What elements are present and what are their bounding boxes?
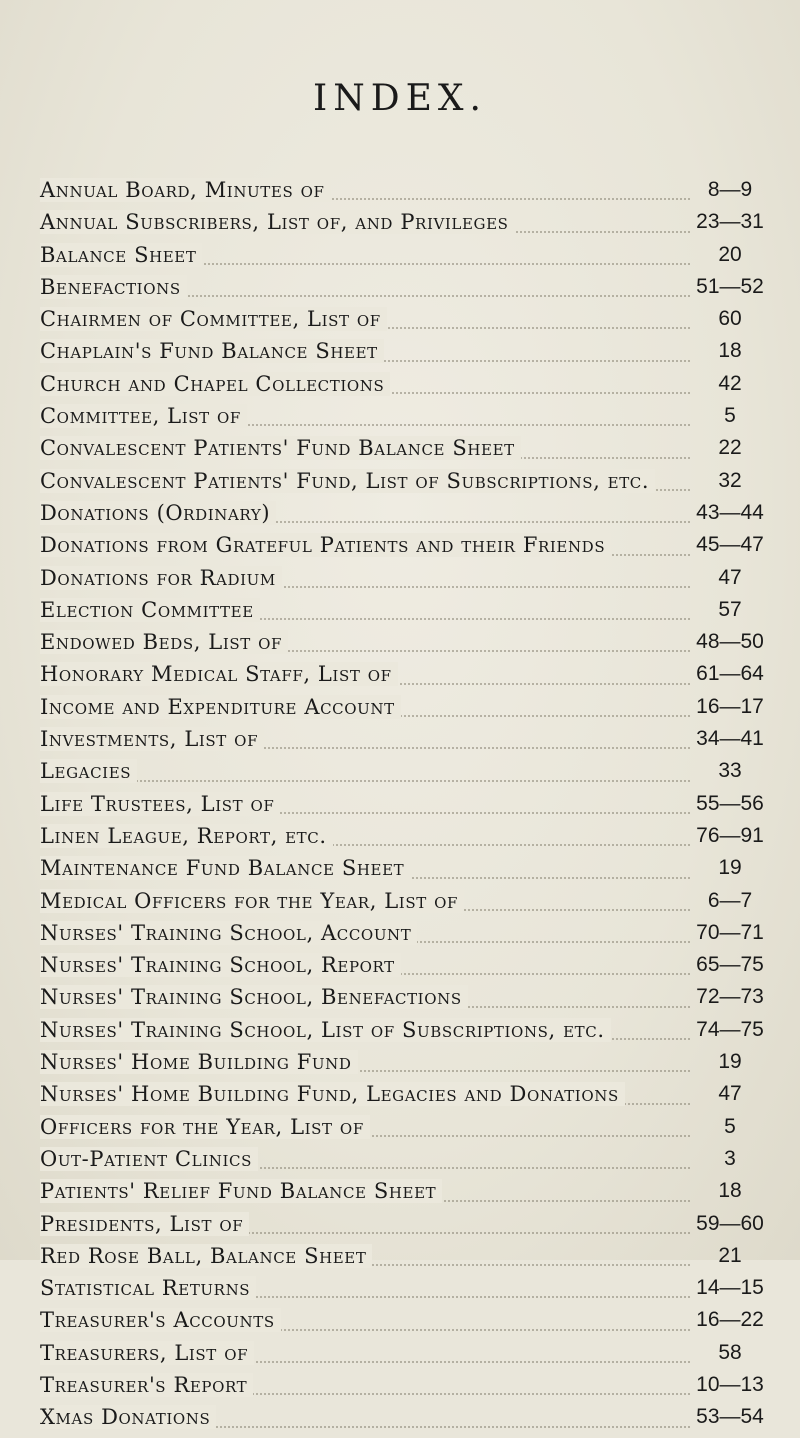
entry-label: Convalescent Patients' Fund Balance Sheet <box>40 436 521 460</box>
entry-label: Nurses' Training School, List of Subscriptions, etc. <box>40 1018 611 1042</box>
entry-label: Endowed Beds, List of <box>40 630 288 654</box>
entry-label: Nurses' Training School, Benefactions <box>40 985 468 1009</box>
entry-pages: 14—15 <box>696 1276 764 1300</box>
entry-label: Patients' Relief Fund Balance Sheet <box>40 1179 442 1203</box>
dot-leader <box>40 780 690 782</box>
entry-label: Xmas Donations <box>40 1405 216 1429</box>
index-entry <box>40 889 770 921</box>
index-entry <box>40 856 770 888</box>
index-entry <box>40 759 770 791</box>
entry-pages: 8—9 <box>707 178 753 201</box>
index-entry <box>40 1018 770 1050</box>
entry-pages: 18 <box>718 339 742 363</box>
index-entry <box>40 243 770 275</box>
entry-pages: 23—31 <box>696 210 764 234</box>
entry-label: Income and Expenditure Account <box>40 695 401 719</box>
index-entry <box>40 1115 770 1147</box>
entry-label: Convalescent Patients' Fund, List of Subscriptions, etc. <box>40 469 655 493</box>
index-entry <box>40 1405 770 1437</box>
entry-pages: 34—41 <box>696 727 764 751</box>
entry-pages: 74—75 <box>696 1017 764 1041</box>
index-entry <box>40 501 770 533</box>
entry-pages: 19 <box>718 1050 742 1074</box>
index-entry <box>40 275 770 307</box>
entry-pages: 65—75 <box>696 953 764 977</box>
entry-pages: 47 <box>718 565 742 589</box>
index-entry <box>40 469 770 501</box>
entry-pages: 20 <box>718 242 742 266</box>
entry-label: Treasurer's Accounts <box>40 1308 281 1332</box>
entry-label: Treasurer's Report <box>40 1373 253 1397</box>
entry-label: Chaplain's Fund Balance Sheet <box>40 339 384 363</box>
entry-label: Life Trustees, List of <box>40 792 280 816</box>
index-entry <box>40 921 770 953</box>
entry-pages: 58 <box>718 1340 742 1364</box>
index-entry <box>40 1212 770 1244</box>
entry-pages: 16—22 <box>696 1308 764 1332</box>
entry-pages: 45—47 <box>696 533 764 557</box>
index-entry <box>40 436 770 468</box>
index-entry <box>40 792 770 824</box>
entry-pages: 22 <box>718 436 742 460</box>
entry-label: Church and Chapel Collections <box>40 372 390 396</box>
entry-pages: 32 <box>718 468 742 492</box>
entry-pages: 55—56 <box>696 791 764 815</box>
entry-pages: 3 <box>724 1146 736 1170</box>
index-entry <box>40 566 770 598</box>
entry-pages: 76—91 <box>696 823 764 847</box>
entry-pages: 5 <box>724 404 736 428</box>
entry-label: Treasurers, List of <box>40 1341 254 1365</box>
index-entry <box>40 695 770 727</box>
index-entry <box>40 662 770 694</box>
entry-label: Out-Patient Clinics <box>40 1147 258 1171</box>
index-entry <box>40 339 770 371</box>
index-entry <box>40 598 770 630</box>
entry-pages: 57 <box>718 597 742 621</box>
entry-pages: 33 <box>718 759 742 783</box>
index-entry <box>40 210 770 242</box>
entry-label: Election Committee <box>40 598 260 622</box>
entry-label: Donations (Ordinary) <box>40 501 276 525</box>
entry-pages: 5 <box>724 1114 736 1138</box>
index-entry <box>40 727 770 759</box>
entry-label: Red Rose Ball, Balance Sheet <box>40 1244 372 1268</box>
entry-label: Donations for Radium <box>40 566 282 590</box>
entry-pages: 19 <box>718 856 742 880</box>
entry-label: Annual Board, Minutes of <box>40 178 331 202</box>
index-entry <box>40 533 770 565</box>
entry-pages: 51—52 <box>696 274 764 298</box>
entry-label: Officers for the Year, List of <box>40 1115 370 1139</box>
index-entry <box>40 1276 770 1308</box>
entry-pages: 42 <box>718 371 742 395</box>
entry-label: Chairmen of Committee, List of <box>40 307 387 331</box>
entry-label: Donations from Grateful Patients and their Friends <box>40 533 611 557</box>
index-entry <box>40 404 770 436</box>
entry-label: Nurses' Home Building Fund, Legacies and Donations <box>40 1082 625 1106</box>
entry-label: Legacies <box>40 759 137 783</box>
entry-pages: 16—17 <box>696 694 764 718</box>
entry-pages: 72—73 <box>696 985 764 1009</box>
entry-pages: 47 <box>718 1082 742 1106</box>
entry-pages: 18 <box>718 1179 742 1203</box>
entry-label: Investments, List of <box>40 727 264 751</box>
index-entry <box>40 1050 770 1082</box>
entry-label: Nurses' Training School, Report <box>40 953 401 977</box>
index-entry <box>40 307 770 339</box>
index-entry <box>40 1341 770 1373</box>
index-entry <box>40 1373 770 1405</box>
page-title: INDEX. <box>313 78 487 119</box>
index-list <box>40 178 770 1438</box>
entry-pages: 21 <box>718 1243 742 1267</box>
index-entry <box>40 1147 770 1179</box>
entry-label: Presidents, List of <box>40 1212 249 1236</box>
entry-pages: 53—54 <box>696 1405 764 1429</box>
index-entry <box>40 372 770 404</box>
entry-label: Statistical Returns <box>40 1276 256 1300</box>
entry-label: Annual Subscribers, List of, and Privileges <box>40 210 515 234</box>
entry-label: Nurses' Training School, Account <box>40 921 417 945</box>
entry-label: Medical Officers for the Year, List of <box>40 889 464 913</box>
entry-pages: 60 <box>718 307 742 331</box>
entry-label: Linen League, Report, etc. <box>40 824 333 848</box>
entry-pages: 59—60 <box>696 1211 764 1235</box>
entry-pages: 43—44 <box>696 500 764 524</box>
entry-label: Balance Sheet <box>40 243 202 267</box>
entry-label: Nurses' Home Building Fund <box>40 1050 358 1074</box>
entry-label: Maintenance Fund Balance Sheet <box>40 856 410 880</box>
entry-pages: 48—50 <box>696 630 764 654</box>
entry-pages: 70—71 <box>696 920 764 944</box>
entry-label: Honorary Medical Staff, List of <box>40 662 398 686</box>
index-entry <box>40 178 770 210</box>
index-entry <box>40 985 770 1017</box>
index-entry <box>40 1308 770 1340</box>
index-entry <box>40 630 770 662</box>
entry-pages: 10—13 <box>696 1372 764 1396</box>
index-entry <box>40 824 770 856</box>
entry-label: Benefactions <box>40 275 187 299</box>
index-entry <box>40 953 770 985</box>
index-entry <box>40 1082 770 1114</box>
index-entry <box>40 1179 770 1211</box>
entry-pages: 61—64 <box>696 662 764 686</box>
entry-label: Committee, List of <box>40 404 247 428</box>
entry-pages: 6—7 <box>707 888 753 912</box>
